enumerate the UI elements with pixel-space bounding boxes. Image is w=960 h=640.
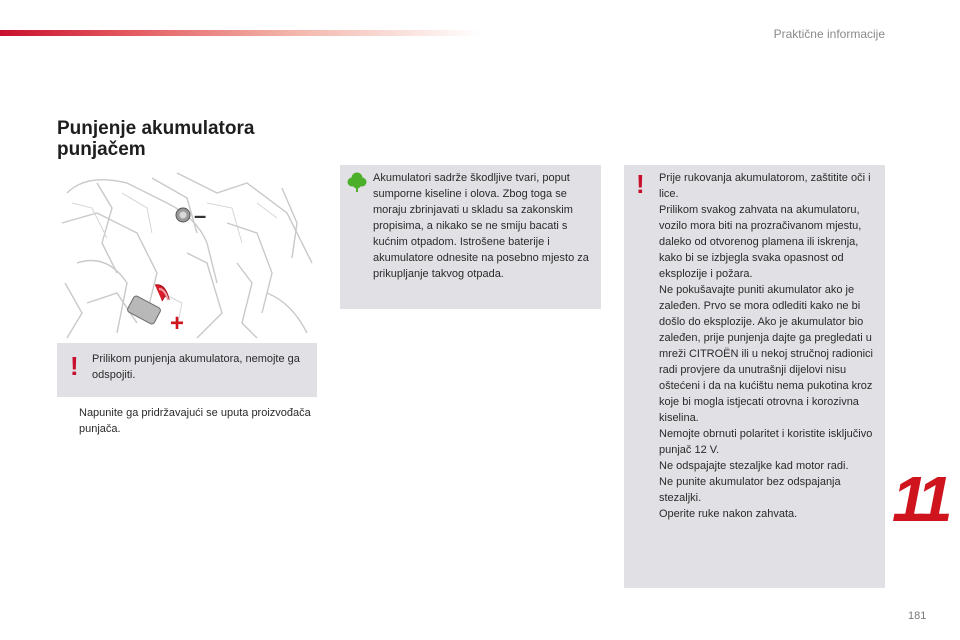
- warning-paragraph: Operite ruke nakon zahvata.: [659, 508, 798, 520]
- exclamation-icon: !: [70, 351, 79, 381]
- page-heading: Punjenje akumulatora punjačem: [57, 118, 255, 160]
- warning-paragraph: Nemojte obrnuti polaritet i koristite isključivo punjač 12 V.: [659, 428, 873, 456]
- page-number: 181: [908, 610, 927, 622]
- chapter-number: 11: [892, 463, 947, 535]
- warning-box-charging: [57, 343, 317, 397]
- eco-tree-icon: [347, 171, 367, 193]
- eco-note-text: Akumulatori sadrže škodljive tvari, poput sumporne kiseline i olova. Zbog toga se moraju zbrinjavati u skladu sa zakonskim propisima, a nikako se ne smiju bacati s kućnim otpadom. Istrošene baterije i akumulatore odnesite na posebno mjesto za prikupljanje takvog otpada.: [373, 172, 589, 280]
- battery-terminal-illustration: [57, 163, 319, 341]
- warning-paragraph: Ne pokušavajte puniti akumulator ako je zaleđen. Prvo se mora odlediti kako ne bi došlo do eksplozije. Ako je akumulator bio zaleđen, prije punjenja dajte ga pregledati u mreži CITROËN ili u nekoj stručnoj radionici radi provjere da unutrašnji dijelovi nisu oštećeni i da na kućištu nema pukotina kroz koje bi mogla istjecati otrovna i korozivna kiselina.: [659, 284, 873, 424]
- plus-label: +: [170, 310, 185, 337]
- warning-paragraph: Ne odspajajte stezaljke kad motor radi.: [659, 460, 849, 472]
- warning-box-handling: [624, 165, 885, 588]
- instruction-text: Napunite ga pridržavajući se uputa proizvođača punjača.: [79, 407, 311, 435]
- header-accent-bar: [0, 30, 480, 36]
- warning-paragraph: Ne punite akumulator bez odspajanja stezaljki.: [659, 476, 841, 504]
- minus-label: –: [194, 203, 207, 228]
- eco-note-box: [340, 165, 601, 309]
- warning-paragraph: Prilikom svakog zahvata na akumulatoru, vozilo mora biti na prozračivanom mjestu, daleko od otvorenog plamena ili iskrenja, kako bi se izbjegla svaka opasnost od eksplozije i požara.: [659, 204, 862, 280]
- warning-text: Prilikom punjenja akumulatora, nemojte ga odspojiti.: [92, 353, 300, 381]
- section-title: Praktične informacije: [773, 27, 885, 41]
- exclamation-icon: !: [636, 169, 645, 199]
- warning-paragraph: Prije rukovanja akumulatorom, zaštitite oči i lice.: [659, 172, 871, 200]
